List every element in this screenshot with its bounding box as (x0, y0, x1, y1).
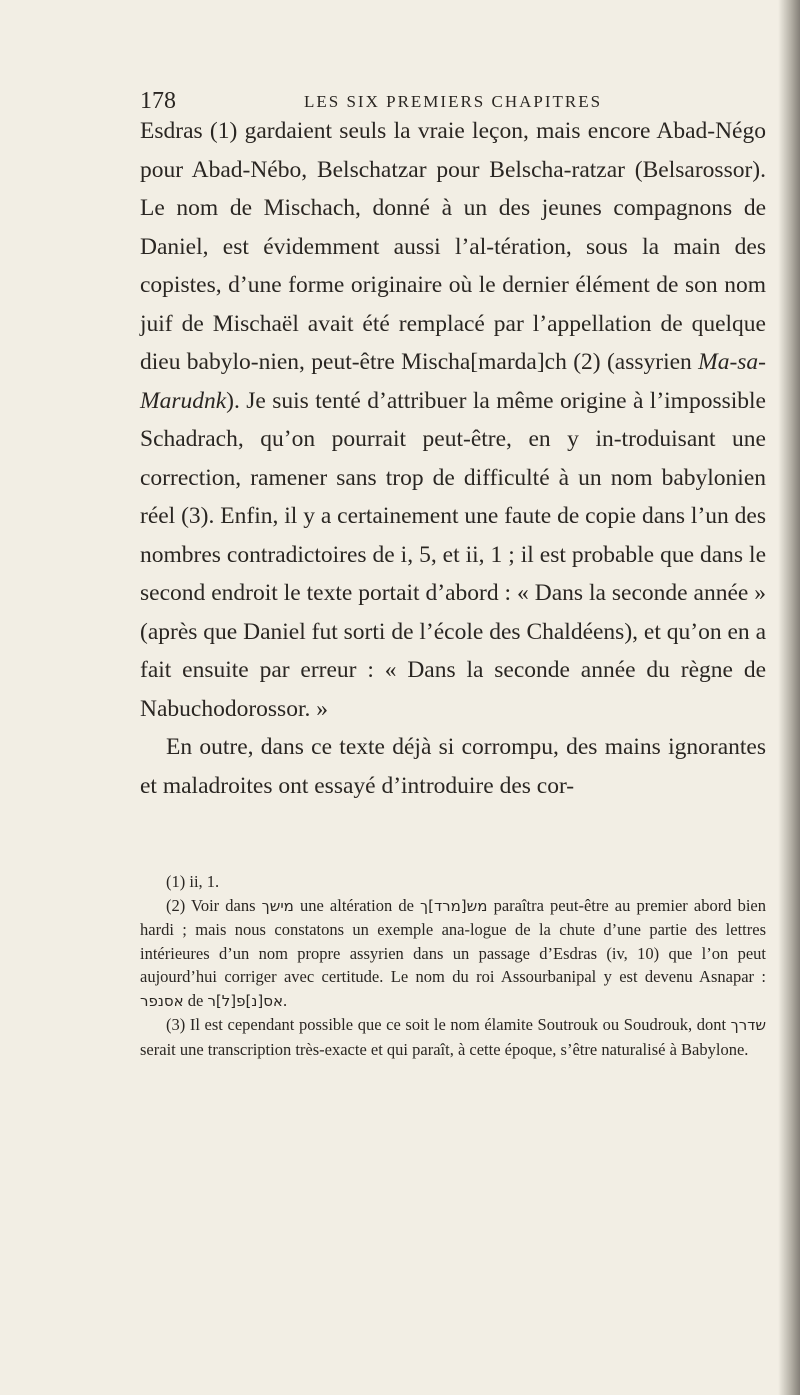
page-number: 178 (140, 88, 176, 114)
hebrew-word-5: שדרך (730, 1016, 766, 1034)
footnote-1: (1) ii, 1. (166, 872, 220, 891)
hebrew-word-2: מש[מרד]ך (420, 896, 488, 915)
running-title: LES SIX PREMIERS CHAPITRES (304, 92, 603, 111)
paragraph-1 (140, 112, 766, 728)
hebrew-word-3: אסנפר (140, 991, 184, 1010)
page-edge-shadow (778, 0, 800, 1395)
footnotes (140, 870, 766, 1061)
main-text (140, 112, 766, 805)
footnote-3: (3) Il est cependant possible que ce soit le nom élamite Soutrouk ou Soudrouk, dont שדרך serait une transcription très-exacte et qui paraît, à cette époque, s’être naturalisé à Babylone. (140, 1015, 766, 1059)
assyrian-name: Ma-sa-Marudnk (140, 349, 766, 414)
paragraph-2: En outre, dans ce texte déjà si corrompu, des mains ignorantes et maladroites ont essayé d’introduire des cor- (140, 734, 766, 799)
footnote-2: (2) Voir dans מישך une altération de מש[מרד]ך paraîtra peut-être au premier abord bien hardi ; mais nous constatons un exemple ana-logue de la chute d’une partie des lettres intérieures d’un nom propre assyrien dans un passage d’Esdras (iv, 10) que l’on peut aujourd’hui corriger avec certitude. Le nom du roi Assourbanipal y est devenu Asnapar : אסנפר de אס[נ]פ[ל]ר. (140, 895, 766, 1010)
hebrew-word-4: אס[נ]פ[ל]ר (207, 991, 283, 1010)
paragraph-1-part-a: Esdras (1) gardaient seuls la vraie leçon, mais encore Abad-Négo pour Abad-Nébo, Belschatzar pour Belscha-ratzar (Belsarossor). Le nom de Mischach, donné à un des jeunes compagnons de Daniel, est évidemment aussi l’al-tération, sous la main des copistes, d’une forme originaire où le dernier élément de son nom juif de Mischaël avait été remplacé par l’appellation de quelque dieu babylo-nien, peut-être Mischa[marda]ch (2) (assyrien (140, 118, 766, 375)
hebrew-word-1: מישך (261, 896, 294, 915)
paragraph-1-part-b: ). Je suis tenté d’attribuer la même origine à l’impossible Schadrach, qu’on pourrait peut-être, en y in-troduisant une correction, ramener sans trop de difficulté à un nom babylonien réel (3). Enfin, il y a certainement une faute de copie dans l’un des nombres contradictoires de i, 5, et ii, 1 ; il est probable que dans le second endroit le texte portait d’abord : « Dans la seconde année » (après que Daniel fut sorti de l’école des Chaldéens), et qu’on en a fait ensuite par erreur : « Dans la seconde année du règne de Nabuchodorossor. » (140, 387, 766, 722)
